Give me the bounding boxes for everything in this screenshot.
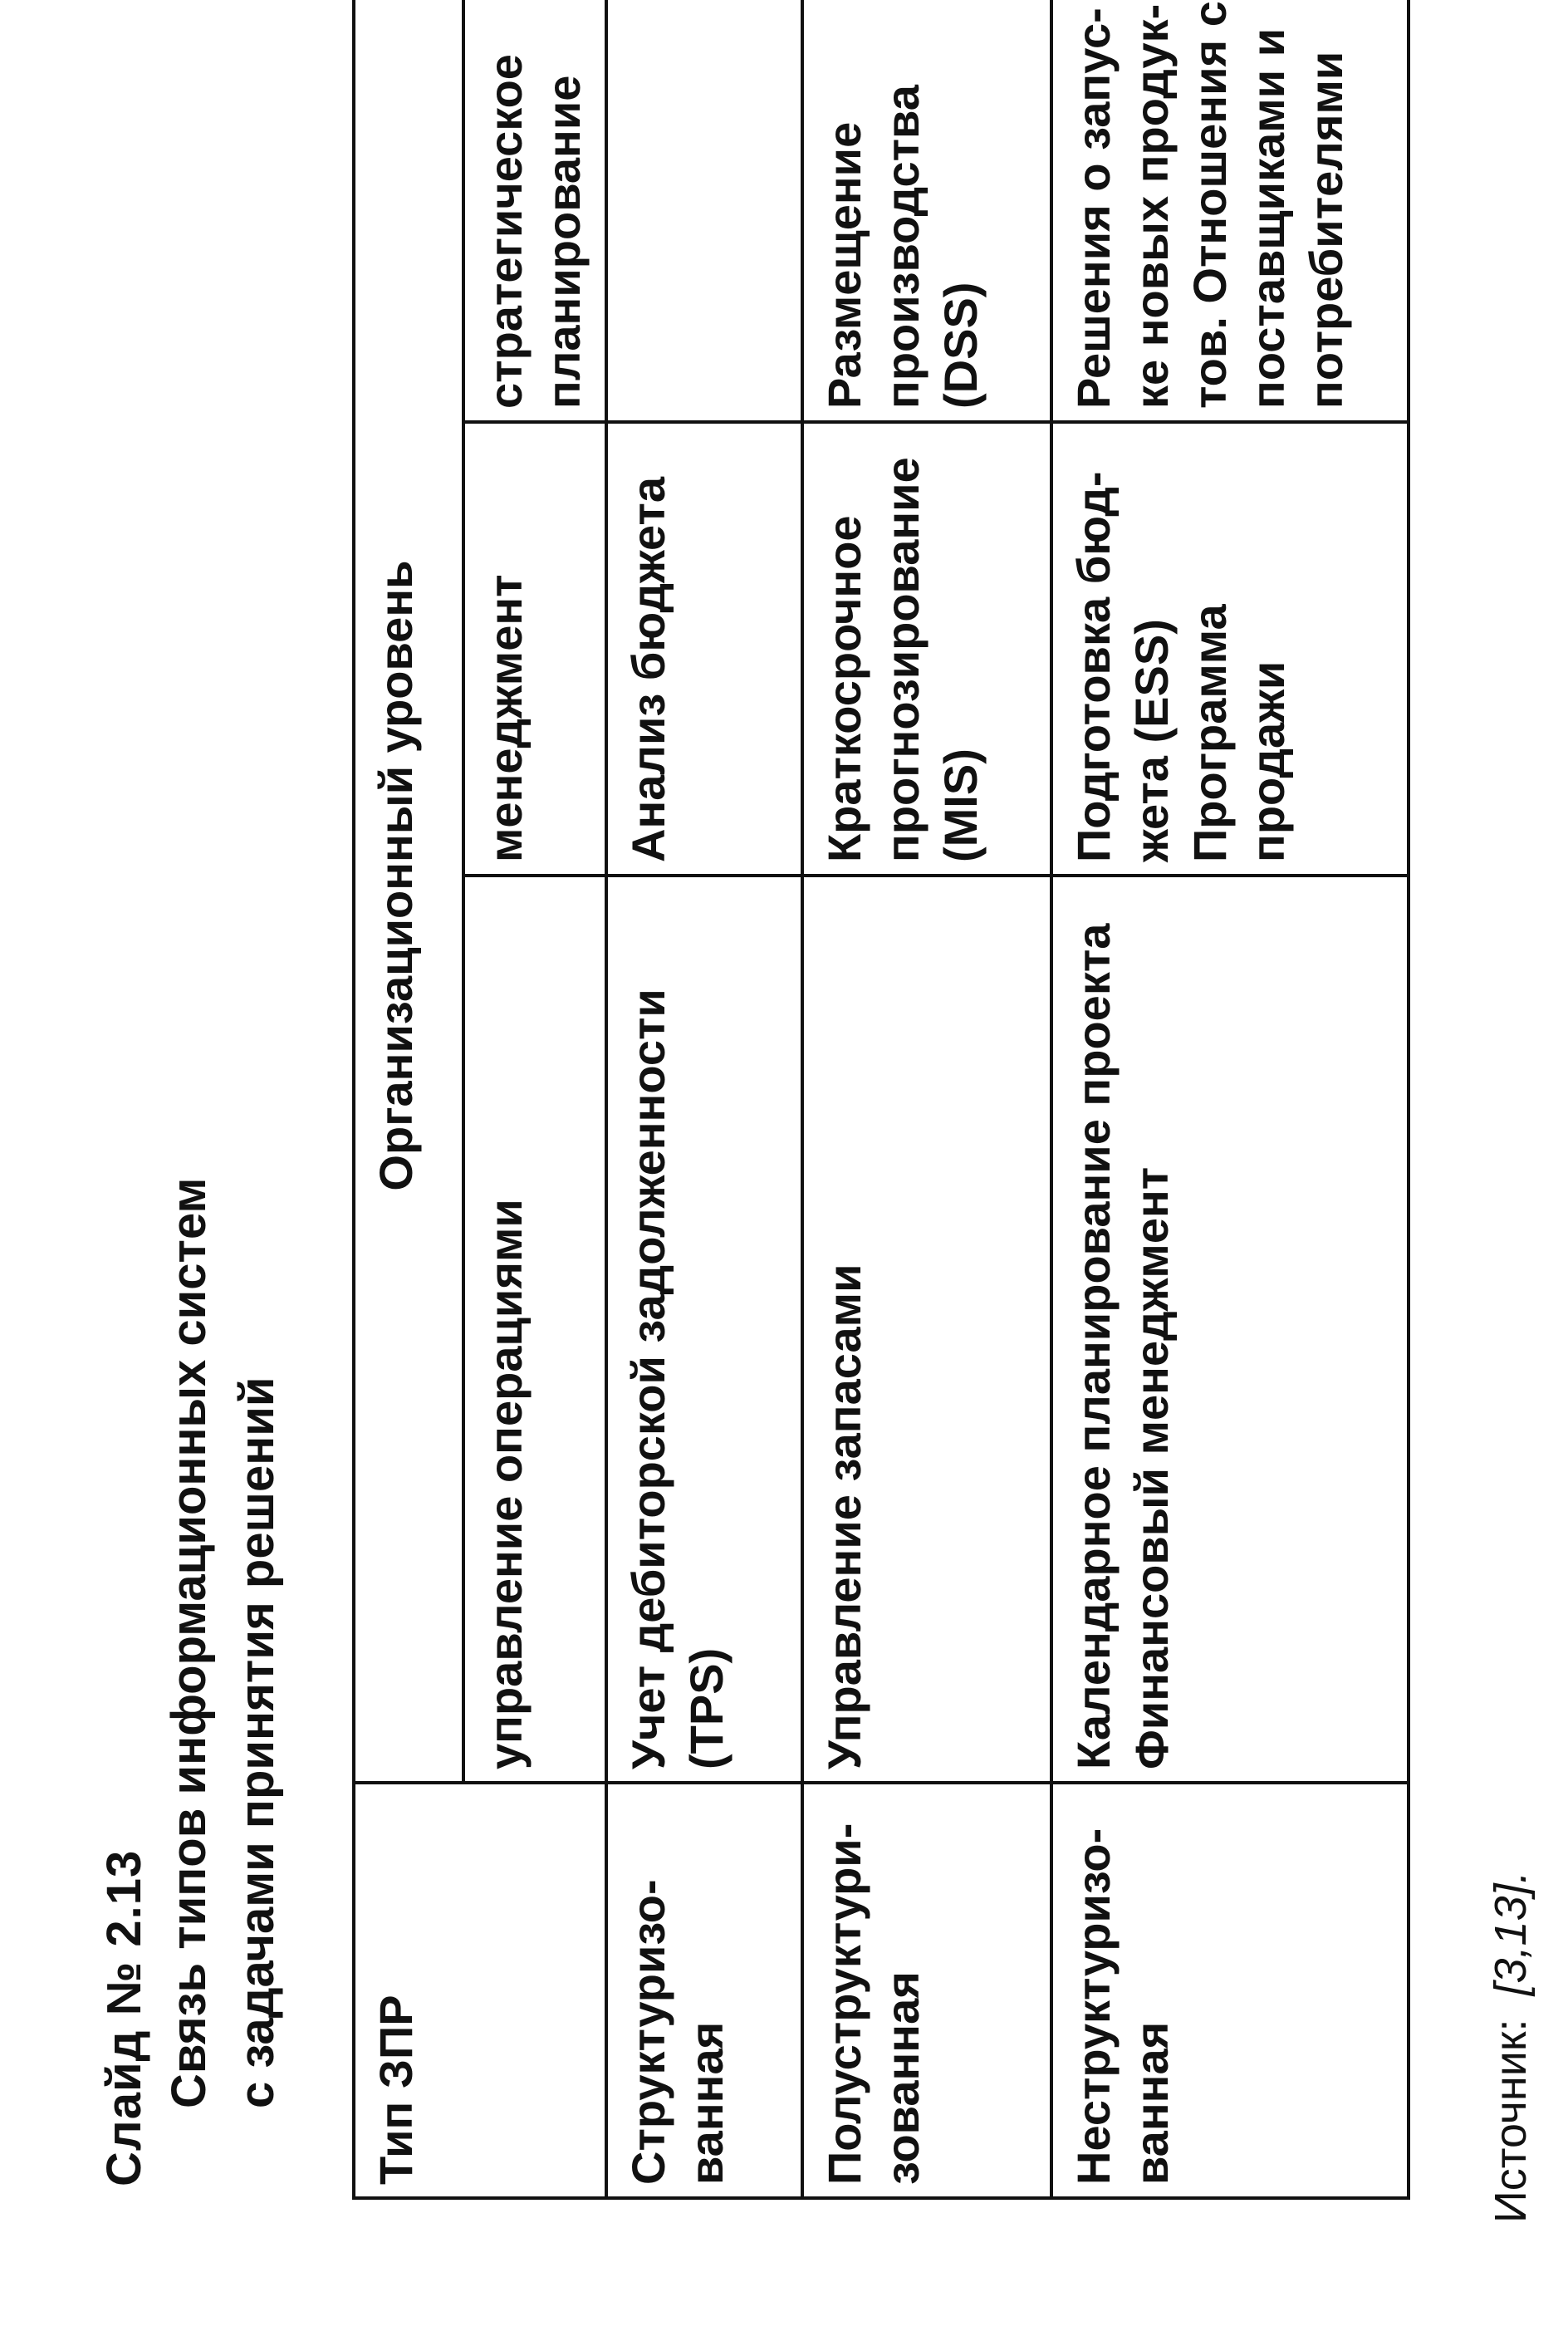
row-type-semistructured: Полуструктури-зованная — [802, 1783, 1051, 2198]
source-reference: [3,13]. — [1486, 1871, 1536, 1996]
table-cell: Управление запасами — [802, 876, 1051, 1783]
column-header-strategic: стратегическое планирование — [463, 0, 606, 422]
column-header-management: менеджмент — [463, 422, 606, 876]
decision-types-table — [352, 0, 1410, 2200]
row-type-structured: Структуризо-ванная — [606, 1783, 802, 2198]
slide-title-line-2: с задачами принятия решений — [230, 1376, 284, 2108]
org-level-header: Организационный уровень — [354, 0, 463, 1783]
table-cell: Анализ бюджета — [606, 422, 802, 876]
table-cell: Календарное планирование проекта Финансовый менеджмент — [1051, 876, 1409, 1783]
slide-header — [96, 1178, 292, 2186]
table-cell — [606, 0, 802, 422]
table-row — [1051, 0, 1409, 2198]
table-row — [802, 0, 1051, 2198]
table-cell: Учет дебиторской задолженности (TPS) — [606, 876, 802, 1783]
source-label: Источник: — [1486, 2019, 1536, 2223]
table-cell: Краткосрочное прогнозирование (MIS) — [802, 422, 1051, 876]
table-cell: Размещение производства (DSS) — [802, 0, 1051, 422]
table-cell: Подготовка бюд-жета (ESS) Программа продажи — [1051, 422, 1409, 876]
slide-title — [155, 1178, 292, 2108]
column-header-operations: управление операциями — [463, 876, 606, 1783]
table-header-row — [354, 0, 463, 2198]
source-note — [1485, 1871, 1536, 2223]
slide-title-line-1: Связь типов информационных систем — [162, 1177, 216, 2108]
type-header-cell: Тип ЗПР — [354, 1783, 606, 2198]
row-type-unstructured: Неструктуризо-ванная — [1051, 1783, 1409, 2198]
table-cell: Решения о запус-ке новых продук-тов. Отношения с поставщиками и потребителями — [1051, 0, 1409, 422]
slide-number: Слайд № 2.13 — [97, 1849, 151, 2186]
table-row — [606, 0, 802, 2198]
